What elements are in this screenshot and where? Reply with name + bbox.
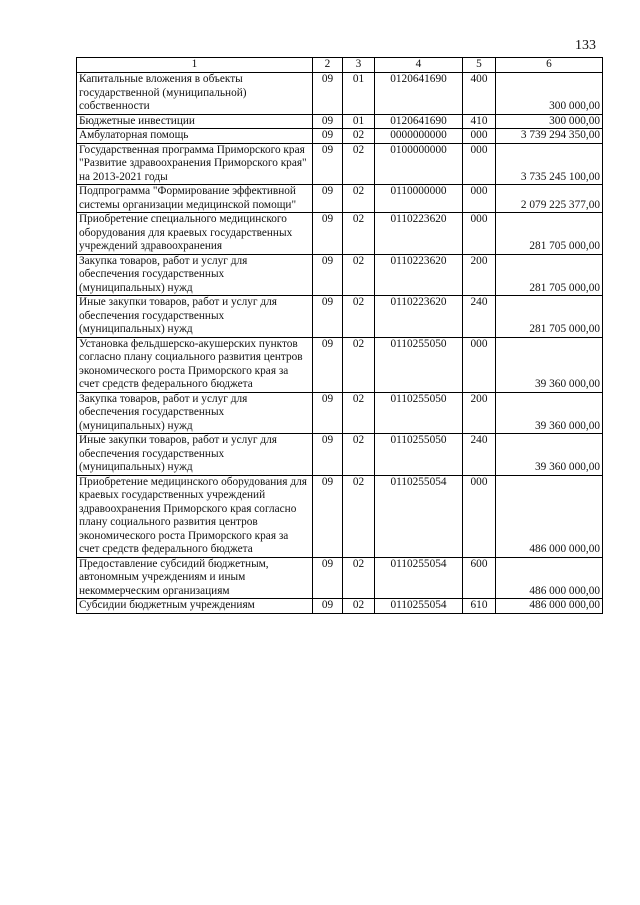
row-target-code-cell: 0120641690: [375, 73, 463, 115]
row-expense-type-cell: 610: [463, 599, 496, 614]
row-target-code-cell: 0110223620: [375, 213, 463, 255]
row-target-code-cell: 0110223620: [375, 296, 463, 338]
row-amount-cell: 486 000 000,00: [496, 599, 603, 614]
table-row: [77, 392, 603, 434]
table-row: [77, 114, 603, 129]
row-name-cell: Закупка товаров, работ и услуг для обеспечения государственных (муниципальных) нужд: [77, 254, 313, 296]
row-section-cell: 09: [313, 254, 343, 296]
row-expense-type-cell: 400: [463, 73, 496, 115]
table-row: [77, 434, 603, 476]
row-name-cell: Установка фельдшерско-акушерских пунктов согласно плану социального развития центров экономического роста Приморского края за счет средств федерального бюджета: [77, 337, 313, 392]
column-header: 5: [463, 58, 496, 73]
row-subsection-cell: 02: [343, 599, 375, 614]
row-expense-type-cell: 200: [463, 254, 496, 296]
row-section-cell: 09: [313, 185, 343, 213]
row-subsection-cell: 02: [343, 557, 375, 599]
row-section-cell: 09: [313, 296, 343, 338]
row-amount-cell: 2 079 225 377,00: [496, 185, 603, 213]
row-name-cell: Субсидии бюджетным учреждениям: [77, 599, 313, 614]
row-target-code-cell: 0110255050: [375, 337, 463, 392]
table-row: [77, 599, 603, 614]
row-target-code-cell: 0110000000: [375, 185, 463, 213]
row-amount-cell: 281 705 000,00: [496, 254, 603, 296]
row-section-cell: 09: [313, 475, 343, 557]
page-number: 133: [575, 38, 596, 53]
row-target-code-cell: 0110255050: [375, 392, 463, 434]
row-amount-cell: 281 705 000,00: [496, 296, 603, 338]
row-target-code-cell: 0120641690: [375, 114, 463, 129]
table-row: [77, 337, 603, 392]
row-section-cell: 09: [313, 557, 343, 599]
row-name-cell: Подпрограмма "Формирование эффективной системы организации медицинской помощи": [77, 185, 313, 213]
column-header: 2: [313, 58, 343, 73]
row-amount-cell: 300 000,00: [496, 73, 603, 115]
row-section-cell: 09: [313, 73, 343, 115]
row-subsection-cell: 01: [343, 73, 375, 115]
table-row: [77, 557, 603, 599]
row-name-cell: Приобретение медицинского оборудования для краевых государственных учреждений здравоохранения Приморского края согласно плану социального развития центров экономического роста Приморского края за счет средств федерального бюджета: [77, 475, 313, 557]
table-row: [77, 129, 603, 144]
row-target-code-cell: 0110255054: [375, 557, 463, 599]
row-expense-type-cell: 410: [463, 114, 496, 129]
row-subsection-cell: 02: [343, 254, 375, 296]
row-section-cell: 09: [313, 392, 343, 434]
table-row: [77, 143, 603, 185]
column-header: 3: [343, 58, 375, 73]
row-section-cell: 09: [313, 143, 343, 185]
row-amount-cell: 39 360 000,00: [496, 434, 603, 476]
row-expense-type-cell: 000: [463, 337, 496, 392]
row-section-cell: 09: [313, 129, 343, 144]
row-name-cell: Капитальные вложения в объекты государственной (муниципальной) собственности: [77, 73, 313, 115]
row-subsection-cell: 02: [343, 337, 375, 392]
row-subsection-cell: 01: [343, 114, 375, 129]
table-row: [77, 213, 603, 255]
row-name-cell: Иные закупки товаров, работ и услуг для обеспечения государственных (муниципальных) нужд: [77, 296, 313, 338]
row-expense-type-cell: 000: [463, 213, 496, 255]
row-name-cell: Амбулаторная помощь: [77, 129, 313, 144]
row-section-cell: 09: [313, 213, 343, 255]
table-row: [77, 254, 603, 296]
row-target-code-cell: 0000000000: [375, 129, 463, 144]
row-subsection-cell: 02: [343, 475, 375, 557]
row-target-code-cell: 0100000000: [375, 143, 463, 185]
row-amount-cell: 281 705 000,00: [496, 213, 603, 255]
row-expense-type-cell: 600: [463, 557, 496, 599]
row-amount-cell: 486 000 000,00: [496, 475, 603, 557]
row-name-cell: Государственная программа Приморского края "Развитие здравоохранения Приморского края" на 2013-2021 годы: [77, 143, 313, 185]
table-row: [77, 73, 603, 115]
row-name-cell: Иные закупки товаров, работ и услуг для обеспечения государственных (муниципальных) нужд: [77, 434, 313, 476]
row-section-cell: 09: [313, 599, 343, 614]
column-header: 6: [496, 58, 603, 73]
row-subsection-cell: 02: [343, 213, 375, 255]
row-name-cell: Предоставление субсидий бюджетным, автономным учреждениям и иным некоммерческим организациям: [77, 557, 313, 599]
table-header-row: [77, 58, 603, 73]
row-subsection-cell: 02: [343, 434, 375, 476]
budget-table: [76, 57, 603, 614]
row-expense-type-cell: 000: [463, 129, 496, 144]
row-section-cell: 09: [313, 337, 343, 392]
row-target-code-cell: 0110255054: [375, 599, 463, 614]
table-row: [77, 296, 603, 338]
row-expense-type-cell: 240: [463, 434, 496, 476]
row-section-cell: 09: [313, 114, 343, 129]
row-name-cell: Закупка товаров, работ и услуг для обеспечения государственных (муниципальных) нужд: [77, 392, 313, 434]
row-amount-cell: 39 360 000,00: [496, 337, 603, 392]
row-amount-cell: 39 360 000,00: [496, 392, 603, 434]
row-expense-type-cell: 200: [463, 392, 496, 434]
row-subsection-cell: 02: [343, 392, 375, 434]
row-expense-type-cell: 000: [463, 475, 496, 557]
row-target-code-cell: 0110223620: [375, 254, 463, 296]
row-name-cell: Бюджетные инвестиции: [77, 114, 313, 129]
column-header: 4: [375, 58, 463, 73]
row-target-code-cell: 0110255054: [375, 475, 463, 557]
row-amount-cell: 486 000 000,00: [496, 557, 603, 599]
row-expense-type-cell: 000: [463, 143, 496, 185]
row-expense-type-cell: 240: [463, 296, 496, 338]
row-subsection-cell: 02: [343, 129, 375, 144]
row-section-cell: 09: [313, 434, 343, 476]
row-amount-cell: 300 000,00: [496, 114, 603, 129]
row-subsection-cell: 02: [343, 143, 375, 185]
table-row: [77, 185, 603, 213]
table-row: [77, 475, 603, 557]
column-header: 1: [77, 58, 313, 73]
row-amount-cell: 3 735 245 100,00: [496, 143, 603, 185]
row-subsection-cell: 02: [343, 296, 375, 338]
row-subsection-cell: 02: [343, 185, 375, 213]
row-amount-cell: 3 739 294 350,00: [496, 129, 603, 144]
row-target-code-cell: 0110255050: [375, 434, 463, 476]
row-expense-type-cell: 000: [463, 185, 496, 213]
row-name-cell: Приобретение специального медицинского оборудования для краевых государственных учреждений здравоохранения: [77, 213, 313, 255]
